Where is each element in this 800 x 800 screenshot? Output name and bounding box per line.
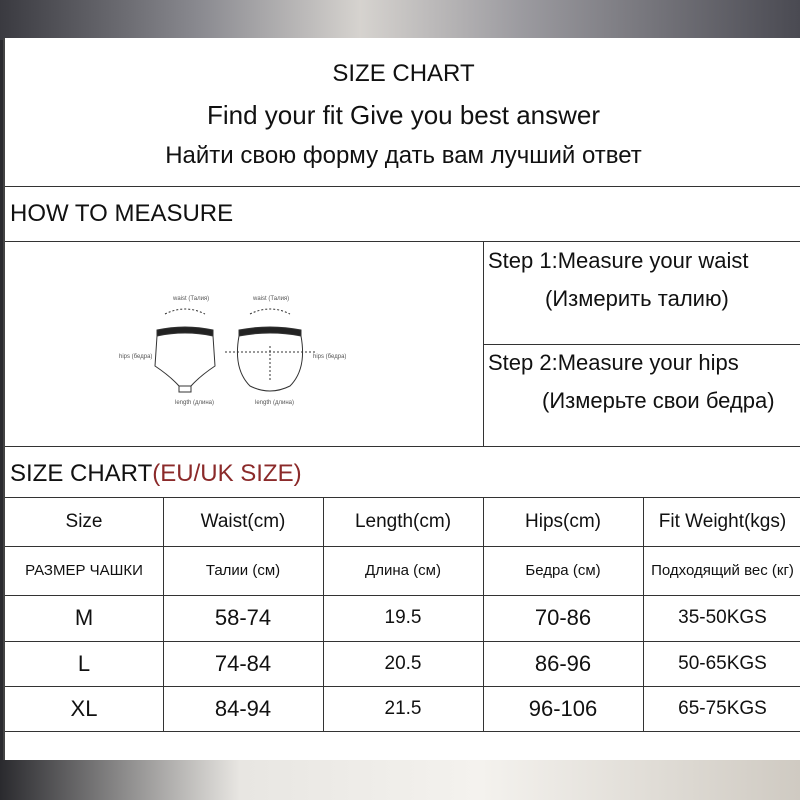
- subtitle-russian: Найти свою форму дать вам лучший ответ: [165, 142, 642, 169]
- column-header: Length(cm): [354, 510, 452, 532]
- step-1-russian: (Измерить талию): [545, 286, 729, 311]
- table-cell: 96-106: [528, 695, 598, 721]
- table-cell: 74-84: [214, 650, 272, 676]
- measurement-diagram: [105, 274, 375, 409]
- table-cell: 19.5: [384, 607, 422, 628]
- table-cell: 20.5: [384, 652, 422, 674]
- divider: [5, 241, 800, 242]
- column-header: Size: [65, 510, 103, 532]
- table-row-border: [5, 731, 800, 732]
- size-chart-sheet: [3, 38, 800, 760]
- divider: [483, 344, 800, 345]
- page-title: SIZE CHART: [332, 60, 475, 87]
- column-header: Fit Weight(kgs): [658, 510, 787, 532]
- step-2-english: Step 2:Measure your hips: [488, 350, 739, 375]
- table-cell: 58-74: [214, 605, 272, 630]
- hips-label-back: hips (бедра): [313, 354, 347, 360]
- table-cell: 65-75KGS: [678, 697, 767, 719]
- divider: [5, 446, 800, 447]
- table-cell: 84-94: [214, 695, 272, 721]
- background-bottom: [0, 760, 800, 800]
- table-cell: XL: [70, 695, 98, 721]
- column-header-russian: РАЗМЕР ЧАШКИ: [25, 562, 143, 579]
- table-cell: 35-50KGS: [678, 607, 767, 628]
- hips-label-front: hips (бедра): [119, 354, 153, 360]
- column-header-russian: Подходящий вес (кг): [651, 562, 794, 579]
- column-header-russian: Талии (см): [205, 562, 281, 579]
- table-cell: 86-96: [534, 650, 592, 676]
- length-label-front: length (длина): [175, 400, 215, 406]
- table-cell: 70-86: [534, 605, 592, 630]
- table-cell: 50-65KGS: [678, 652, 767, 674]
- table-cell: 21.5: [384, 697, 422, 719]
- waist-label-back: waist (Талия): [253, 296, 290, 302]
- background-top: [0, 0, 800, 40]
- table-cell: L: [77, 650, 91, 676]
- step-1-english: Step 1:Measure your waist: [488, 248, 749, 273]
- size-chart-heading-main: SIZE CHART: [10, 460, 153, 487]
- briefs-front-icon: [155, 309, 215, 392]
- size-chart-heading-accent: (EU/UK SIZE): [152, 460, 302, 487]
- column-header-russian: Длина (см): [365, 562, 441, 579]
- column-header-russian: Бедра (см): [525, 562, 601, 579]
- size-chart-heading: [10, 460, 302, 488]
- divider: [5, 186, 800, 187]
- waist-label-front: waist (Талия): [173, 296, 210, 302]
- length-label-back: length (длина): [255, 400, 295, 406]
- column-header: Hips(cm): [525, 510, 601, 532]
- step-2-russian: (Измерьте свои бедра): [542, 388, 775, 413]
- subtitle-english: Find your fit Give you best answer: [206, 100, 601, 130]
- how-to-measure-heading: HOW TO MEASURE: [10, 200, 234, 227]
- column-header: Waist(cm): [200, 510, 286, 532]
- briefs-back-icon: [225, 309, 315, 391]
- table-cell: M: [74, 605, 94, 630]
